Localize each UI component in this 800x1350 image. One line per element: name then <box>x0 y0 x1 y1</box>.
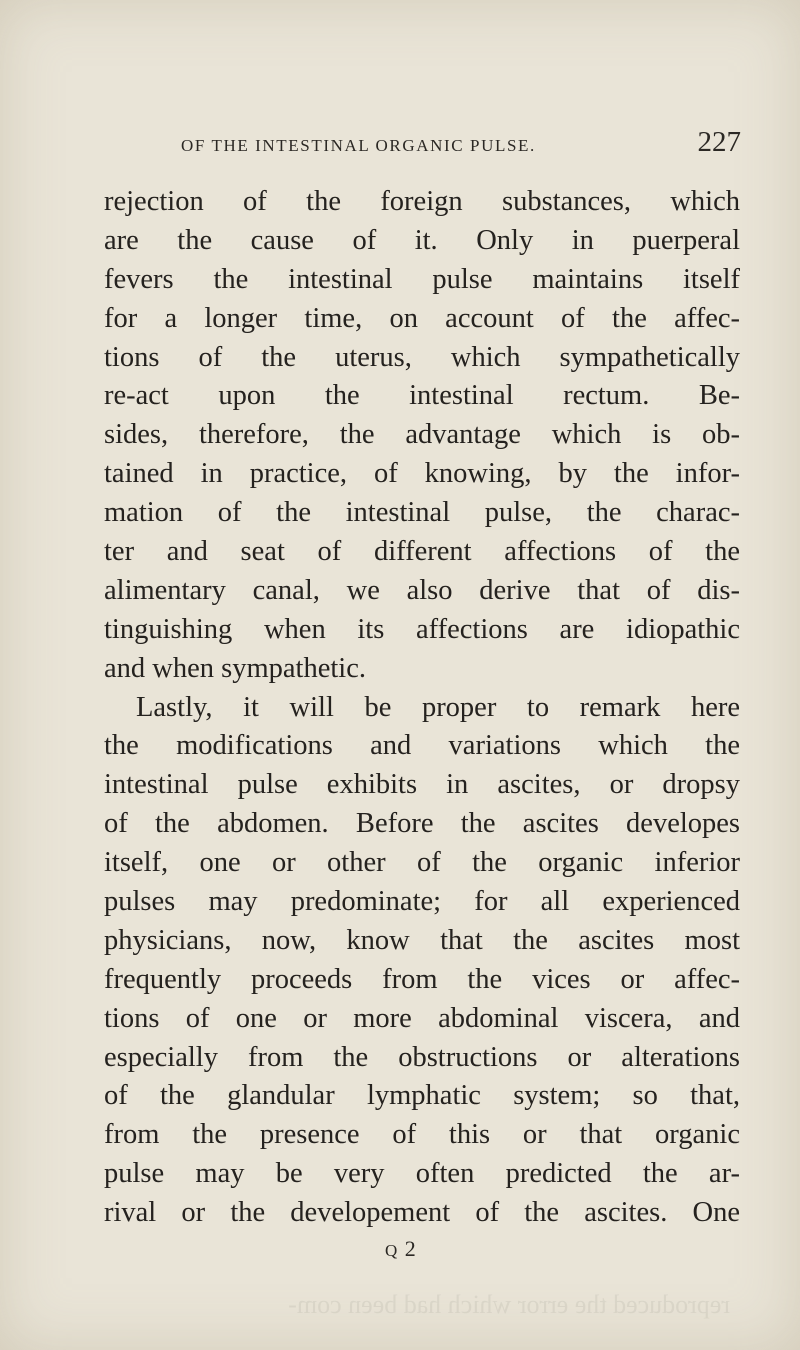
text-line: Lastly, it will be proper to remark here <box>136 691 740 723</box>
text-line: tained in practice, of knowing, by the infor- <box>104 458 740 490</box>
running-head-title: OF THE INTESTINAL ORGANIC PULSE. <box>181 136 536 155</box>
show-through-text: reproduced the error which had been com- <box>288 1290 730 1319</box>
text-line: of the glandular lymphatic system; so that, <box>104 1080 740 1112</box>
text-line: rejection of the foreign substances, which <box>104 186 740 217</box>
text-line: and when sympathetic. <box>104 652 366 684</box>
text-line: ter and seat of different affections of the <box>104 536 740 568</box>
text-line: tions of the uterus, which sympathetically <box>104 341 740 373</box>
text-line: of the abdomen. Before the ascites developes <box>104 808 740 840</box>
text-line: pulse may be very often predicted the ar- <box>104 1158 740 1190</box>
text-line: tinguishing when its affections are idiopathic <box>104 613 740 645</box>
text-line: especially from the obstructions or alterations <box>104 1041 740 1073</box>
body-text <box>104 183 740 1233</box>
text-line: sides, therefore, the advantage which is ob- <box>104 419 740 451</box>
running-head <box>181 126 741 166</box>
signature-mark <box>385 1236 416 1262</box>
page-number: 227 <box>697 126 741 158</box>
text-line: fevers the intestinal pulse maintains itself <box>104 263 740 295</box>
text-line: mation of the intestinal pulse, the charac- <box>104 497 740 529</box>
text-line: tions of one or more abdominal viscera, and <box>104 1002 740 1034</box>
signature-number: 2 <box>404 1236 416 1261</box>
text-line: alimentary canal, we also derive that of dis- <box>104 574 740 606</box>
text-line: for a longer time, on account of the affec- <box>104 302 740 334</box>
text-line: from the presence of this or that organic <box>104 1119 740 1151</box>
text-line: itself, one or other of the organic inferior <box>104 847 740 879</box>
text-line: frequently proceeds from the vices or affec- <box>104 963 740 995</box>
text-line: intestinal pulse exhibits in ascites, or dropsy <box>104 769 740 801</box>
text-line: are the cause of it. Only in puerperal <box>104 224 740 256</box>
text-line: rival or the developement of the ascites. One <box>104 1197 740 1229</box>
text-line: re-act upon the intestinal rectum. Be- <box>104 380 740 412</box>
signature-letter: Q <box>385 1241 400 1260</box>
text-line: pulses may predominate; for all experienced <box>104 886 740 918</box>
text-line: the modifications and variations which the <box>104 730 740 762</box>
text-line: physicians, now, know that the ascites most <box>104 924 740 956</box>
